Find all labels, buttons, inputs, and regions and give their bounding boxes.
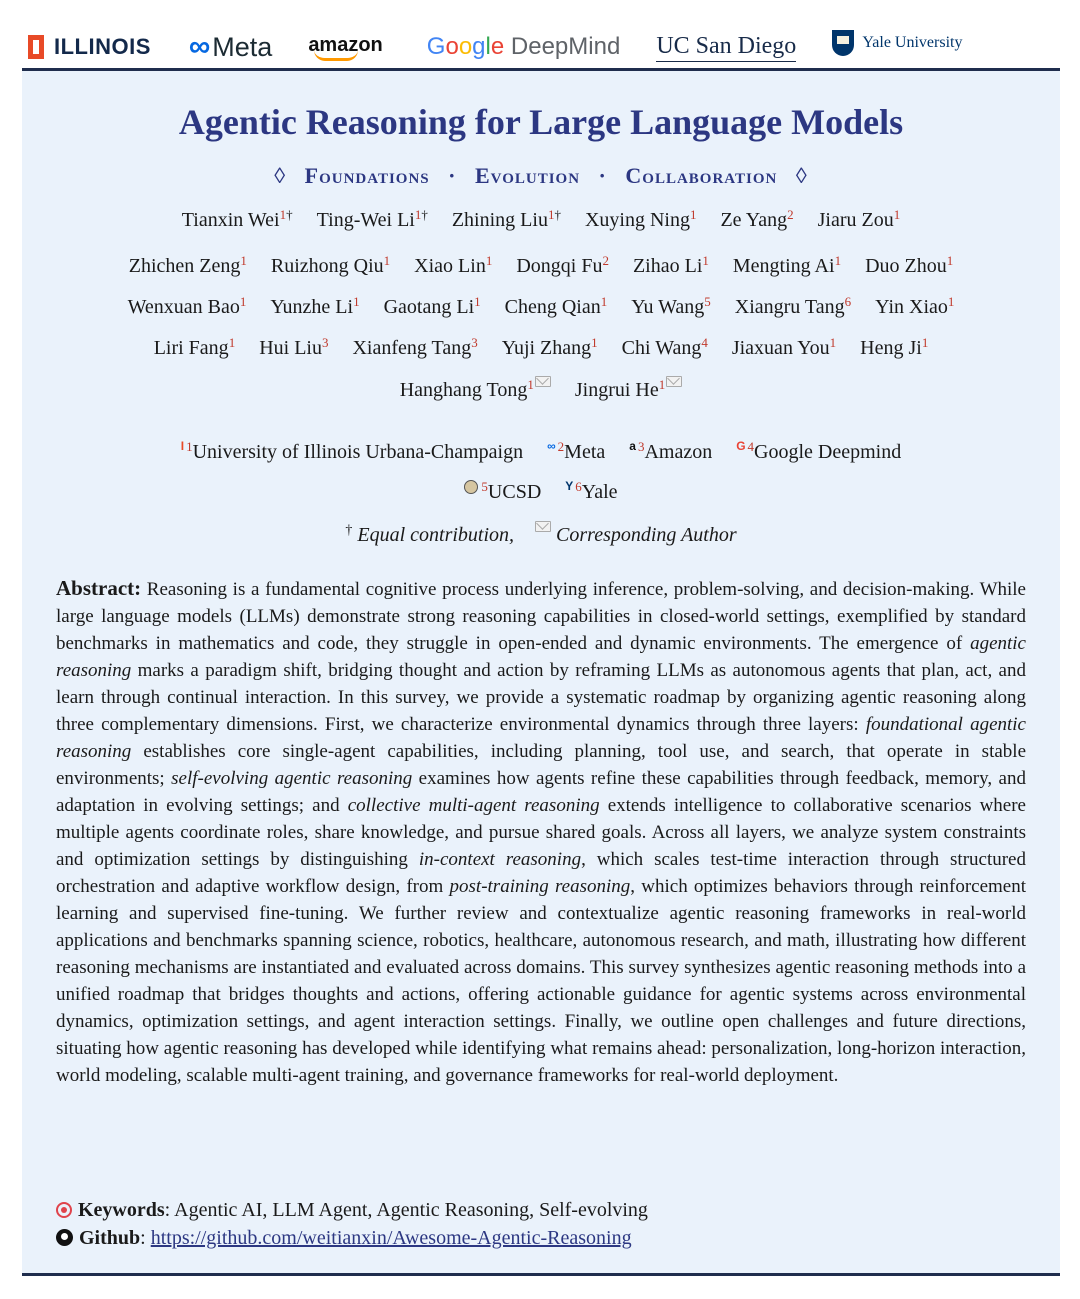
author — [259, 337, 328, 359]
paper-title: Agentic Reasoning for Large Language Models — [178, 102, 904, 142]
diamond-right-icon: ◊ — [795, 163, 808, 188]
author-affiliation-number: 1 — [834, 253, 842, 268]
abstract-emphasis: agentic reasoning — [56, 633, 1026, 681]
author-affiliation-number: 3 — [471, 335, 478, 350]
affiliation — [547, 441, 605, 463]
meta-wordmark: Meta — [212, 31, 273, 62]
affiliation-name: UCSD — [487, 481, 542, 503]
equal-contribution-dagger: † — [345, 523, 353, 538]
author — [860, 337, 928, 359]
author-name: Cheng Qian — [504, 296, 601, 318]
affiliation — [464, 481, 541, 503]
author-affiliation-number: 5 — [704, 294, 711, 309]
github-label: Github — [79, 1227, 141, 1249]
author-name: Duo Zhou — [865, 255, 947, 277]
author-row — [22, 376, 1060, 402]
author-affiliation-number: 1 — [689, 207, 697, 222]
abstract-label: Abstract: — [56, 576, 142, 600]
theme-foundations: Foundations — [304, 163, 430, 188]
diamond-left-icon: ◊ — [274, 163, 287, 188]
yale-logo — [832, 30, 962, 56]
author-name: Ze Yang — [720, 209, 788, 231]
author-affiliation-number: 1 — [353, 294, 360, 309]
author — [317, 209, 428, 231]
abstract-text: establishes core single-agent capabilities, including planning, tool use, and search, that operate in stable environments; — [56, 741, 1026, 789]
affiliation-number: 5 — [481, 479, 488, 494]
author-affiliation-number: 1 — [474, 294, 481, 309]
paper-front-panel — [22, 68, 1060, 1276]
author-name: Jiaxuan You — [731, 337, 830, 359]
meta-logo — [189, 30, 272, 64]
author-affiliation-number: 1 — [228, 335, 236, 350]
affiliation-number: 2 — [557, 439, 565, 454]
author-name: Xiao Lin — [414, 255, 486, 277]
author — [732, 337, 836, 359]
affiliation-number: 1 — [186, 439, 193, 454]
author — [128, 296, 247, 318]
author — [129, 255, 247, 277]
author-affiliation-number: 2 — [602, 253, 609, 268]
abstract-text: extends intelligence to collaborative scenarios where multiple agents coordinate roles, share knowledge, and pursue shared goals. Across all layers, we analyze system constraints and optimization settings by distinguishing — [56, 795, 1026, 870]
author — [865, 255, 953, 277]
affiliation-name: Amazon — [644, 441, 713, 463]
author-name: Liri Fang — [153, 337, 229, 359]
author-affiliation-number: 1 — [414, 207, 422, 222]
author-affiliation-number: 1 — [658, 377, 666, 392]
author-name: Mengting Ai — [732, 255, 835, 277]
affiliation-logo-icon: a — [629, 439, 636, 453]
author — [384, 296, 481, 318]
ucsd-wordmark: UC San Diego — [656, 32, 797, 59]
abstract-text: , which scales test-time interaction through structured orchestration and adaptive workflow design, from — [56, 849, 1026, 897]
author-affiliation-number: 1 — [702, 253, 709, 268]
author-name: Yuji Zhang — [501, 337, 592, 359]
google-wordmark: Google — [426, 33, 505, 60]
equal-contribution-mark: † — [554, 207, 561, 222]
keywords-value: Agentic AI, LLM Agent, Agentic Reasoning, Self-evolving — [174, 1199, 648, 1221]
author — [400, 379, 551, 401]
author-name: Ruizhong Qiu — [270, 255, 384, 277]
amazon-logo — [308, 34, 382, 61]
author-name: Dongqi Fu — [516, 255, 603, 277]
author-row — [22, 294, 1060, 319]
author-notes — [22, 521, 1060, 547]
equal-contribution-mark: † — [286, 207, 293, 222]
keywords-line: Keywords: Agentic AI, LLM Agent, Agentic Reasoning, Self-evolving — [56, 1199, 648, 1222]
author-row — [22, 335, 1060, 360]
abstract-emphasis: self-evolving agentic reasoning — [171, 768, 413, 789]
author-affiliation-number: 1 — [527, 377, 534, 392]
abstract-emphasis: foundational agentic reasoning — [56, 714, 1026, 762]
amazon-wordmark: amazon — [308, 33, 383, 56]
author-affiliation-number: 1 — [239, 294, 247, 309]
author-name: Tianxin Wei — [181, 209, 280, 231]
author — [875, 296, 954, 318]
author-name: Ting-Wei Li — [316, 209, 415, 231]
affiliation-row — [22, 439, 1060, 464]
author-affiliation-number: 3 — [321, 335, 329, 350]
mail-icon — [666, 376, 682, 387]
yale-wordmark: Yale University — [862, 34, 963, 51]
theme-separator: · — [598, 163, 607, 188]
abstract-text: Reasoning is a fundamental cognitive process underlying inference, problem-solving, and decision-making. While large language models (LLMs) demonstrate strong reasoning capabilities in closed-world settings, exemplified by standard benchmarks in mathematics and code, they struggle in open-ended and dynamic environments. The emergence of — [56, 579, 1026, 654]
target-icon — [56, 1202, 72, 1218]
author — [585, 209, 697, 231]
author-row — [22, 253, 1060, 278]
author — [452, 209, 561, 231]
affiliation-number: 3 — [637, 439, 645, 454]
paper-themes — [22, 163, 1060, 189]
mail-icon — [535, 376, 551, 387]
affiliation-logo-icon: Y — [565, 479, 574, 493]
author — [631, 296, 711, 318]
illinois-block-i-icon — [28, 35, 44, 59]
illinois-wordmark: ILLINOIS — [54, 34, 151, 59]
author — [575, 379, 682, 401]
author — [414, 255, 492, 277]
author-affiliation-number: 6 — [844, 294, 852, 309]
theme-separator: · — [448, 163, 457, 188]
mail-icon — [535, 521, 551, 532]
affiliation-name: Google Deepmind — [754, 441, 902, 463]
affiliation-row — [22, 479, 1060, 504]
author-affiliation-number: 1 — [547, 207, 555, 222]
affiliation-number: 6 — [575, 479, 582, 494]
abstract-text: , which optimizes behaviors through reinforcement learning and supervised fine-tuning. We further review and contextualize agentic reasoning frameworks in real-world applications and benchmarks spanning science, robotics, healthcare, autonomous research, and math, illustrating how different reasoning mechanisms are instantiated and evaluated across domains. This survey synthesizes agentic reasoning methods into a unified roadmap that bridges thoughts and actions, offering actionable guidance for agentic systems across environmental dynamics, optimization settings, and agent interaction settings. Finally, we outline open challenges and future directions, situating how agentic reasoning has developed while identifying what remains ahead: personalization, long-horizon interaction, world modeling, scalable multi-agent training, and governance frameworks for real-world deployment. — [56, 876, 1027, 1086]
abstract-body — [56, 579, 1026, 1086]
author-affiliation-number: 1 — [383, 253, 391, 268]
abstract-emphasis: in-context reasoning — [418, 849, 582, 870]
author-affiliation-number: 1 — [829, 335, 837, 350]
affiliation-logo-icon — [464, 480, 478, 494]
author — [505, 296, 608, 318]
author-name: Zhining Liu — [451, 209, 548, 231]
author — [270, 296, 359, 318]
abstract-emphasis: post-training reasoning — [449, 876, 631, 897]
author-row — [22, 207, 1060, 232]
author-name: Zhichen Zeng — [128, 255, 241, 277]
affiliation — [629, 441, 712, 463]
affiliation — [565, 481, 617, 503]
author-name: Xiangru Tang — [734, 296, 845, 318]
author — [622, 337, 708, 359]
author — [720, 209, 793, 231]
author-affiliation-number: 1 — [240, 253, 247, 268]
author-name: Wenxuan Bao — [127, 296, 240, 318]
author-affiliation-number: 1 — [485, 253, 493, 268]
author-name: Yin Xiao — [875, 296, 948, 318]
author-name: Zihao Li — [632, 255, 703, 277]
ucsd-logo — [656, 33, 796, 62]
equal-contribution-mark: † — [421, 207, 428, 222]
author-name: Yu Wang — [631, 296, 705, 318]
affiliation-name: University of Illinois Urbana-Champaign — [192, 441, 524, 463]
theme-collaboration: Collaboration — [625, 163, 778, 188]
author-name: Yunzhe Li — [270, 296, 354, 318]
affiliation-logo-icon: ∞ — [547, 439, 556, 453]
github-line: Github: https://github.com/weitianxin/Awesome-Agentic-Reasoning — [56, 1227, 632, 1250]
author-name: Xuying Ning — [584, 209, 690, 231]
author — [502, 337, 598, 359]
affiliation-name: Meta — [564, 441, 606, 463]
theme-evolution: Evolution — [474, 163, 581, 188]
author-affiliation-number: 2 — [787, 207, 794, 222]
author-affiliation-number: 1 — [591, 335, 598, 350]
author — [818, 209, 901, 231]
author-name: Gaotang Li — [383, 296, 475, 318]
author — [352, 337, 477, 359]
author-name: Jingrui He — [574, 379, 659, 401]
abstract-emphasis: collective multi-agent reasoning — [347, 795, 600, 816]
author — [271, 255, 390, 277]
affiliation — [181, 441, 523, 463]
author-affiliation-number: 1 — [279, 207, 287, 222]
author-name: Heng Ji — [860, 337, 922, 359]
affiliation — [736, 441, 901, 463]
github-icon — [56, 1229, 73, 1246]
affiliation-logo-icon: G — [736, 439, 746, 453]
author-affiliation-number: 1 — [946, 253, 954, 268]
author — [182, 209, 293, 231]
illinois-logo — [28, 34, 151, 60]
author-affiliation-number: 1 — [947, 294, 955, 309]
logo-bar — [22, 24, 1060, 70]
author-affiliation-number: 1 — [893, 207, 901, 222]
author-affiliation-number: 4 — [701, 335, 708, 350]
author-affiliation-number: 1 — [600, 294, 608, 309]
keywords-label: Keywords — [78, 1199, 165, 1221]
abstract-text: examines how agents refine these capabilities through feedback, memory, and adaptation in evolving settings; and — [56, 768, 1026, 816]
equal-contribution-note: Equal contribution, — [357, 524, 515, 546]
author — [735, 296, 851, 318]
author — [733, 255, 841, 277]
yale-shield-icon — [832, 30, 854, 56]
author-name: Jiaru Zou — [817, 209, 894, 231]
author-name: Chi Wang — [621, 337, 702, 359]
abstract — [56, 575, 1026, 1089]
author-name: Xianfeng Tang — [352, 337, 472, 359]
affiliation-name: Yale — [581, 481, 618, 503]
author-name: Hui Liu — [259, 337, 322, 359]
meta-infinity-icon: ∞ — [188, 30, 211, 63]
author-affiliation-number: 1 — [921, 335, 929, 350]
github-link[interactable]: https://github.com/weitianxin/Awesome-Agentic-Reasoning — [150, 1227, 632, 1249]
amazon-smile-icon — [314, 50, 358, 61]
author — [154, 337, 236, 359]
author — [633, 255, 709, 277]
affiliation-number: 4 — [747, 439, 755, 454]
google-deepmind-logo — [427, 33, 621, 61]
author-name: Hanghang Tong — [399, 379, 528, 401]
deepmind-wordmark: DeepMind — [510, 33, 621, 60]
abstract-text: marks a paradigm shift, bridging thought and action by reframing LLMs as autonomous agents that plan, act, and learn through continual interaction. In this survey, we provide a systematic roadmap by organizing agentic reasoning along three complementary dimensions. First, we characterize environmental dynamics through three layers: — [56, 660, 1026, 735]
corresponding-author-note: Corresponding Author — [556, 524, 737, 546]
affiliation-logo-icon: I — [180, 439, 185, 453]
author — [516, 255, 609, 277]
